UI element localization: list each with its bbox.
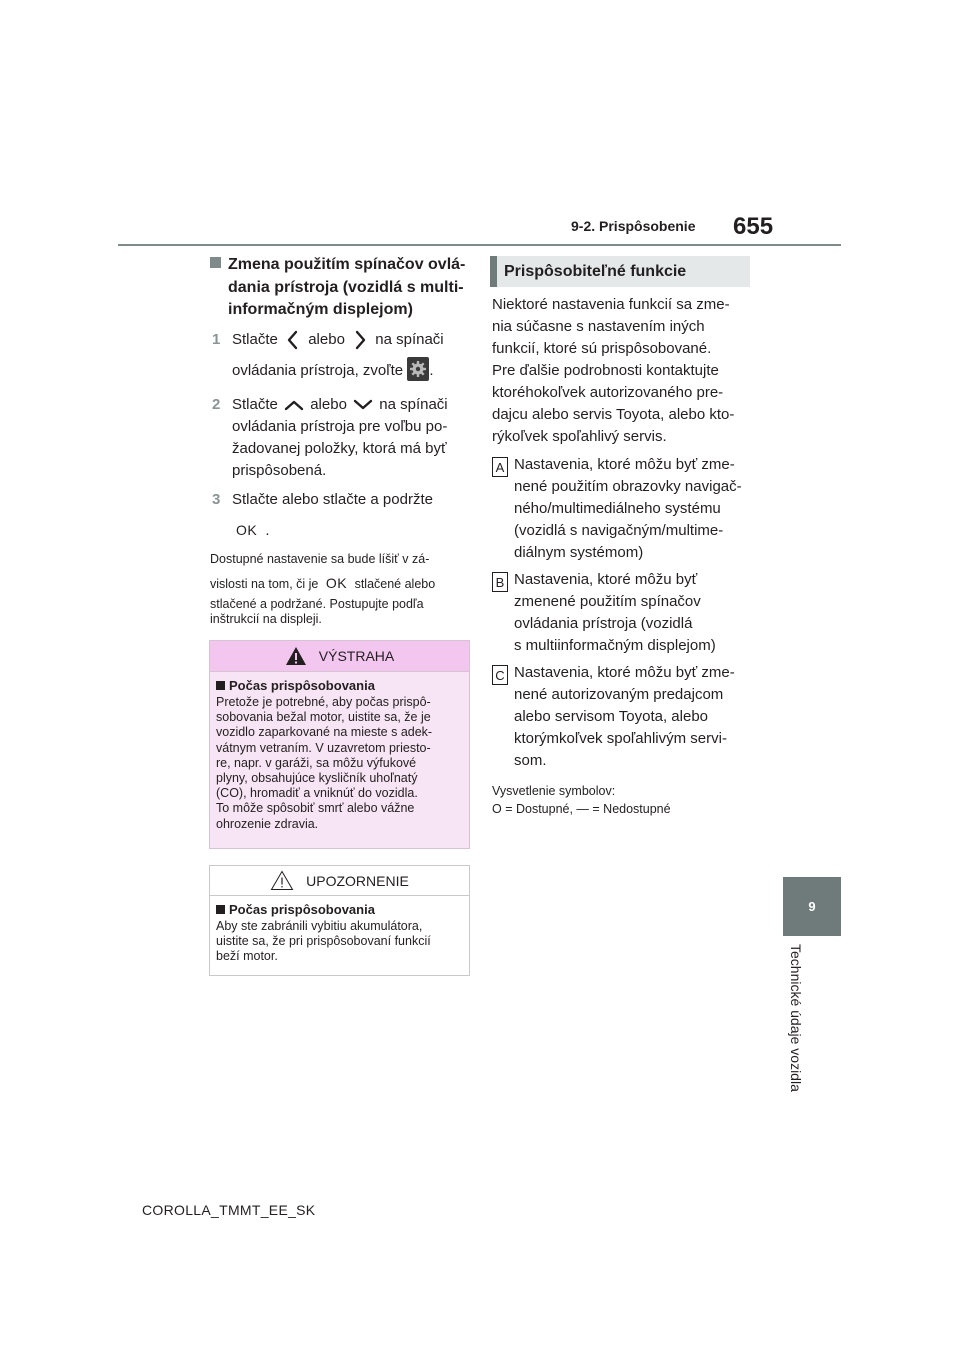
caution-title: UPOZORNENIE bbox=[306, 872, 409, 889]
step-2-continuation: ovládania prístroja pre voľbu po- žadovanej položky, ktorá má byť prispôsobená. bbox=[232, 418, 448, 479]
warning-box bbox=[209, 640, 470, 849]
square-bullet-icon bbox=[216, 905, 225, 914]
gear-icon bbox=[407, 357, 429, 381]
warning-text: Pretože je potrebné, aby počas prispô- sobovania bežal motor, uistite sa, že je vozidlo zaparkované na mieste s adek- vátnym vetraním. V uzavretom priesto- re, napr. v garáži, sa môžu výfukové plyny, obsahujúce kysličník uhoľnatý (CO), hromadiť a vniknúť do vozidla. To môže spôsobiť smrť alebo vážne ohrozenie zdravia. bbox=[216, 695, 433, 831]
label-c-badge: C bbox=[492, 665, 508, 685]
item-b-text: Nastavenia, ktoré môžu byť zmenené použitím spínačov ovládania prístroja (vozidlá s multiinformačným displejom) bbox=[514, 571, 716, 654]
section-title: 9-2. Prispôsobenie bbox=[571, 218, 696, 234]
symbol-legend: Vysvetlenie symbolov: O = Dostupné, — = Nedostupné bbox=[492, 784, 671, 816]
chevron-up-icon bbox=[282, 396, 306, 414]
chevron-left-icon bbox=[282, 329, 304, 351]
caution-text: Aby ste zabránili vybitiu akumulátora, uistite sa, že pri prispôsobovaní funkcií beží motor. bbox=[216, 919, 431, 964]
intro-text: Niektoré nastavenia funkcií sa zme- nia súčasne s nastavením iných funkcií, ktoré sú prispôsobované. Pre ďalšie podrobnosti kontaktujte ktoréhokoľvek autorizovaného pre- dajcu alebo servis Toyota, alebo kto- rýkoľvek spoľahlivý servis. bbox=[492, 296, 735, 445]
label-b-badge: B bbox=[492, 572, 508, 592]
step-1: 1 Stlačte alebo na spínači bbox=[212, 329, 474, 351]
chapter-tab-label: Technické údaje vozidla bbox=[788, 944, 804, 1092]
step-3: 3 Stlačte alebo stlačte a podržte bbox=[212, 491, 433, 508]
step-2: 2 Stlačte alebo na spínači bbox=[212, 396, 448, 413]
ok-button-symbol: OK bbox=[325, 575, 348, 591]
caution-triangle-icon bbox=[270, 870, 294, 891]
item-c-text: Nastavenia, ktoré môžu byť zme- nené autorizovaným predajcom alebo servisom Toyota, alebo ktorýmkoľvek spoľahlivým servi- som. bbox=[514, 664, 735, 769]
header-divider bbox=[118, 244, 841, 246]
chevron-down-icon bbox=[351, 396, 375, 414]
item-a-text: Nastavenia, ktoré môžu byť zme- nené použitím obrazovky navigač- ného/multimediálneho systému (vozidlá s navigačným/multime- diálnym systémom) bbox=[514, 456, 742, 561]
ok-button-symbol: OK bbox=[236, 522, 258, 538]
caution-subtitle: Počas prispôsobovania bbox=[210, 896, 469, 917]
step-3-line-2: OK . bbox=[232, 519, 482, 542]
square-bullet-icon bbox=[216, 681, 225, 690]
caution-box bbox=[209, 865, 470, 976]
warning-header bbox=[210, 641, 469, 672]
document-code: COROLLA_TMMT_EE_SK bbox=[142, 1202, 316, 1218]
note-text: Dostupné nastavenie sa bude líšiť v zá- vislosti na tom, či je OK stlačené alebo stlačené a podržané. Postupujte podľa inštrukcií na displeji. bbox=[210, 552, 436, 626]
label-a-badge: A bbox=[492, 457, 508, 477]
square-bullet-icon bbox=[210, 257, 221, 268]
warning-subtitle: Počas prispôsobovania bbox=[210, 672, 469, 693]
caution-header bbox=[210, 866, 469, 896]
chevron-right-icon bbox=[349, 329, 371, 351]
page-number: 655 bbox=[733, 213, 774, 240]
warning-triangle-icon bbox=[285, 646, 307, 666]
chapter-number: 9 bbox=[808, 899, 816, 914]
subsection-title: Zmena použitím spínačov ovlá- dania prístroja (vozidlá s multi- informačným displejom) bbox=[210, 254, 472, 322]
step-1-line-2: ovládania prístroja, zvoľte . bbox=[232, 357, 482, 382]
section-heading-box: Prispôsobiteľné funkcie bbox=[490, 256, 750, 287]
warning-title: VÝSTRAHA bbox=[318, 648, 395, 664]
chapter-tab[interactable] bbox=[783, 877, 841, 936]
